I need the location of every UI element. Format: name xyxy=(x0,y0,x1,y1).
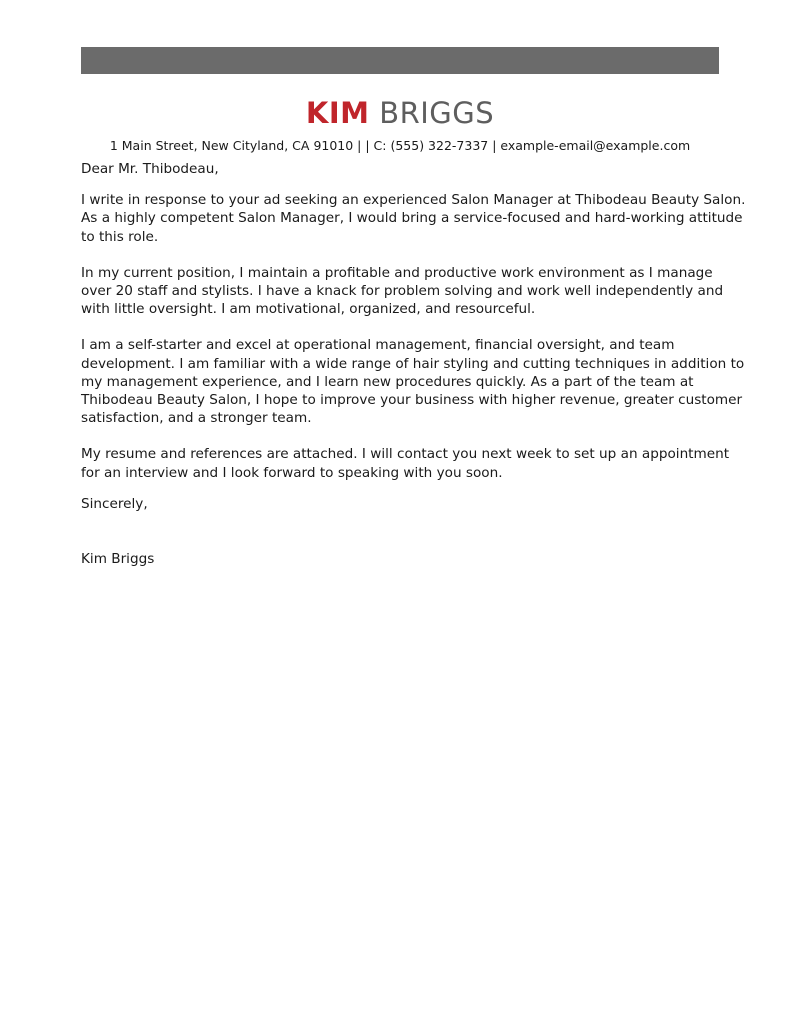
contact-info: 1 Main Street, New Cityland, CA 91010 | | C: (555) 322-7337 | example-email@example.com xyxy=(109,138,691,153)
paragraph-line: As a highly competent Salon Manager, I would bring a service-focused and hard-working attitude xyxy=(81,210,743,227)
signature: Kim Briggs xyxy=(81,551,155,568)
paragraph-4 xyxy=(81,445,730,481)
paragraph-line: over 20 staff and stylists. I have a knack for problem solving and work well independently and xyxy=(81,283,724,300)
paragraph-line: I am a self-starter and excel at operational management, financial oversight, and team xyxy=(81,337,675,354)
last-name: BRIGGS xyxy=(379,96,495,130)
closing: Sincerely, xyxy=(81,495,148,512)
paragraph-line: to this role. xyxy=(81,228,159,245)
paragraph-line: development. I am familiar with a wide range of hair styling and cutting techniques in addition to xyxy=(81,355,745,372)
paragraph-line: for an interview and I look forward to speaking with you soon. xyxy=(81,464,503,481)
paragraph-line: satisfaction, and a stronger team. xyxy=(81,410,312,427)
paragraph-1 xyxy=(81,191,746,246)
letter-page xyxy=(81,47,746,568)
first-name: KIM xyxy=(305,96,370,130)
header-bar xyxy=(81,47,719,74)
letter-body xyxy=(81,160,746,568)
paragraph-3 xyxy=(81,336,745,427)
paragraph-line: Thibodeau Beauty Salon, I hope to improve your business with higher revenue, greater customer xyxy=(81,392,743,409)
paragraph-line: with little oversight. I am motivational, organized, and resourceful. xyxy=(81,301,536,318)
paragraph-line: In my current position, I maintain a profitable and productive work environment as I manage xyxy=(81,264,713,281)
salutation: Dear Mr. Thibodeau, xyxy=(81,161,219,177)
applicant-name xyxy=(81,96,719,130)
paragraph-line: I write in response to your ad seeking an experienced Salon Manager at Thibodeau Beauty Salon. xyxy=(81,192,746,209)
paragraph-line: my management experience, and I learn new procedures quickly. As a part of the team at xyxy=(81,373,694,390)
paragraph-2 xyxy=(81,264,724,319)
paragraph-line: My resume and references are attached. I will contact you next week to set up an appointment xyxy=(81,446,730,463)
